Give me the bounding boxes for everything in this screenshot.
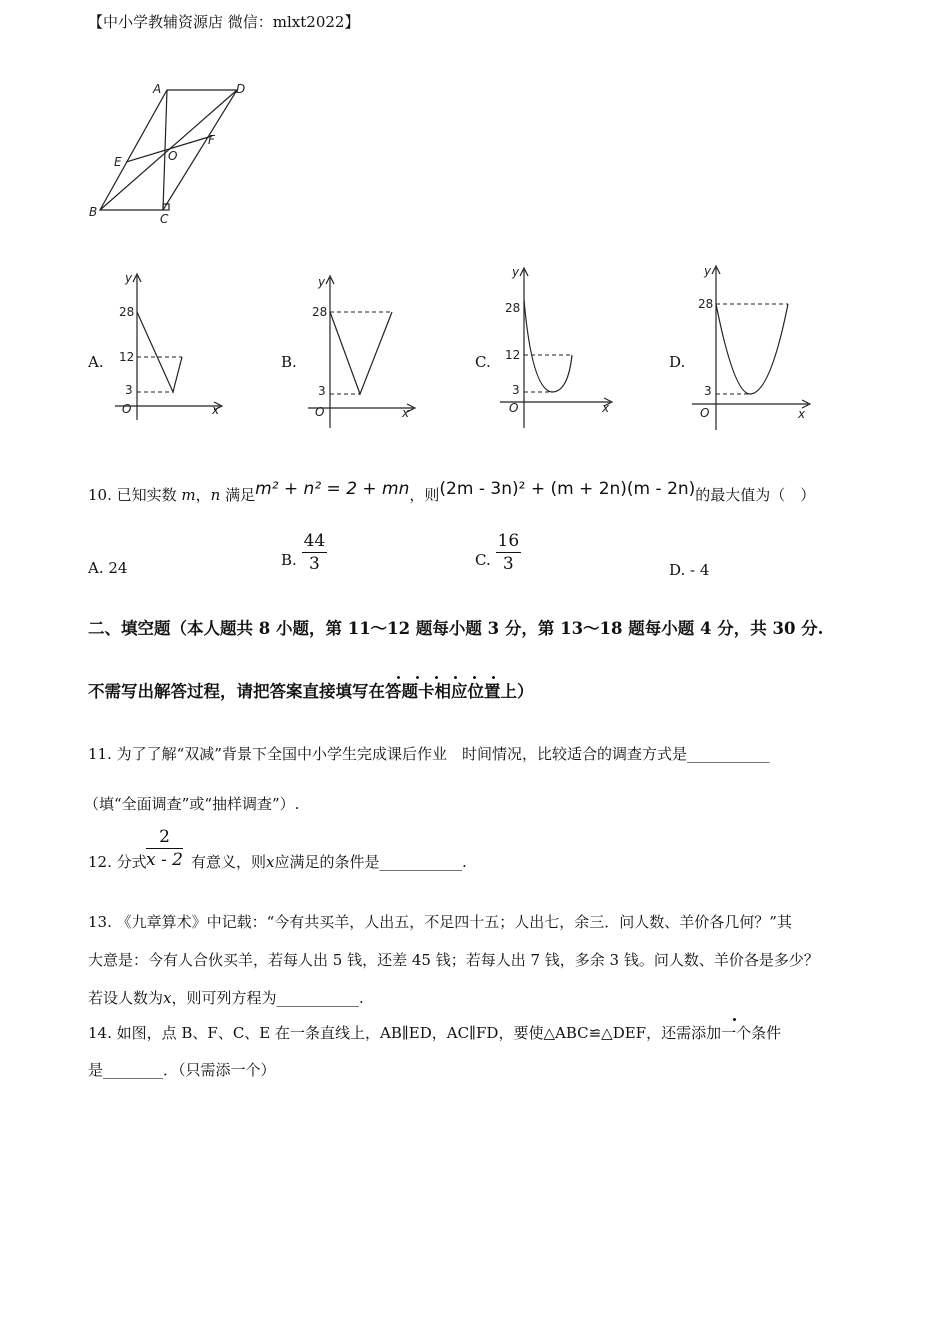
fraction [302,530,328,575]
tick-3: 3 [704,384,712,398]
q12-fraction [146,826,183,871]
denominator: 3 [308,554,320,574]
axis-x: x [402,406,410,420]
q9-option-d-label: D. [669,353,686,371]
label-e: E [114,155,122,169]
var-x: x [163,989,172,1007]
q13-line3 [88,988,364,1008]
q9-graph-d [684,258,819,433]
fraction [146,826,183,871]
tick-28: 28 [505,301,521,315]
q10-condition: m² + n² = 2 + mn [255,479,410,499]
origin: O [700,406,710,420]
q12-prefix: 12. 分式 [88,853,147,871]
q10-option-d: D. - 4 [669,561,710,579]
q10-option-c [475,530,521,575]
numerator: 2 [146,826,183,849]
tick-3: 3 [125,383,133,397]
label-f: F [208,133,215,147]
axis-y: y [125,271,133,285]
q10-stem-c: ，则 [409,486,440,504]
tick-12: 12 [505,348,521,362]
tick-28: 28 [119,305,135,319]
var-n: n [210,486,221,504]
denominator: 3 [502,554,514,574]
q11-line2: （填“全面调查”或“抽样调查”）. [84,795,300,813]
q10-stem [88,476,815,514]
q14-emphasis: 一个 [721,1024,752,1042]
numerator: 44 [303,531,326,551]
denominator: x - 2 [146,850,183,870]
q10-expression: (2m - 3n)² + (m + 2n)(m - 2n) [439,479,696,499]
q10-comma: ， [195,486,211,504]
q11-line1: 11. 为了了解“双减”背景下全国中小学生完成课后作业 时间情况，比较适合的调查方式是___________ [88,745,770,763]
tick-28: 28 [312,305,328,319]
axis-x: x [798,407,806,421]
q9-option-a-label: A. [88,353,104,371]
section2-instructions [88,682,534,702]
label-o: O [168,149,178,163]
q9-graph-c [490,262,615,432]
q13-line3-a: 若设人数为 [88,989,164,1007]
q10-option-b [281,530,327,575]
tick-12: 12 [119,350,135,364]
q10-option-b-label: B. [281,550,297,569]
axis-y: y [318,275,326,289]
tick-3: 3 [512,383,520,397]
tick-3: 3 [318,384,326,398]
q13-line2: 大意是：今有人合伙买羊，若每人出 5 钱，还差 45 钱；若每人出 7 钱，多余 3 钱。问人数、羊价各是多少？ [88,951,819,969]
q12-rest [191,852,467,872]
parallelogram-figure [80,78,260,228]
label-c: C [160,212,169,226]
q9-graph-b [298,268,423,433]
q10-stem-a: 10. 已知实数 [88,486,177,504]
q10-option-a: A. 24 [88,559,128,577]
origin: O [315,405,325,419]
q10-stem-b: 满足 [225,486,256,504]
axis-y: y [512,265,520,279]
numerator: 16 [497,531,520,551]
q13-line1: 13. 《九章算术》中记载：“今有共买羊，人出五，不足四十五；人出七，余三．问人数、羊价各几何？”其 [88,913,792,931]
q10-stem-d: 的最大值为（ ） [695,486,816,504]
axis-y: y [704,264,712,278]
axis-x: x [602,401,610,415]
axis-x: x [212,403,220,417]
header-text: 【中小学教辅资源店 微信：mlxt2022】 [88,13,360,31]
q9-graph-a [105,268,230,433]
q12-suffix: 应满足的条件是___________. [274,853,467,871]
q9-option-c-label: C. [475,353,491,371]
q10-option-c-label: C. [475,550,491,569]
q14-line1-b: 条件 [751,1024,782,1042]
var-m: m [181,486,196,504]
origin: O [509,401,519,415]
section2-line2-b: 上） [500,682,534,701]
section2-heading: 二、填空题（本人题共 8 小题，第 11～12 题每小题 3 分，第 13～18 题每小题 4 分，共 30 分. [88,619,824,638]
section2-line2-a: 不需写出解答过程，请把答案直接填写在 [88,682,385,701]
q14-line1-a: 14. 如图，点 B、F、C、E 在一条直线上，AB∥ED，AC∥FD，要使△ABC≌△DEF，还需添加 [88,1024,722,1042]
q14-line2: 是________．（只需添一个） [88,1061,276,1079]
q9-option-b-label: B. [281,353,297,371]
q13-line3-b: ，则可列方程为___________. [171,989,364,1007]
tick-28: 28 [698,297,714,311]
fraction [496,530,522,575]
section2-emphasis: 答题卡相应位置 [385,682,501,701]
label-d: D [236,82,246,96]
q14-line1 [88,1023,781,1043]
var-x: x [266,853,275,871]
label-a: A [153,82,162,96]
q12-mid: 有意义，则 [191,853,267,871]
label-b: B [89,205,98,219]
origin: O [122,402,132,416]
